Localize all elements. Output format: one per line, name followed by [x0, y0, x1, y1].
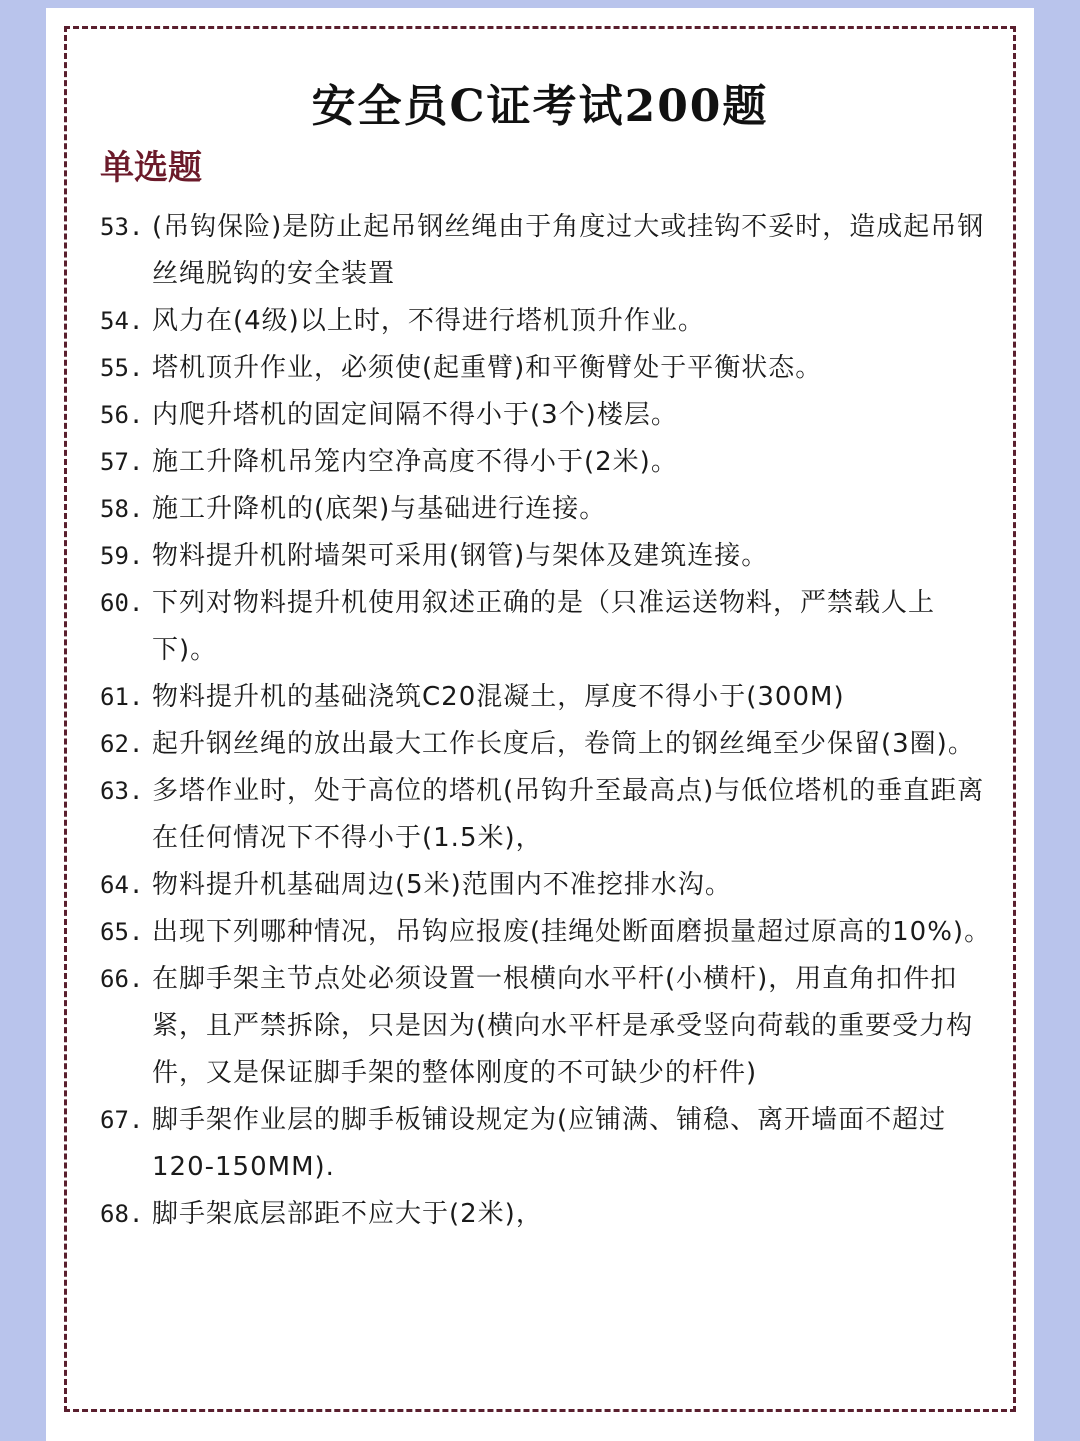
question-item — [100, 345, 1000, 392]
question-item — [100, 392, 1000, 439]
question-item — [100, 768, 1000, 862]
question-text: 施工升降机吊笼内空净高度不得小于(2米)。 — [152, 447, 678, 477]
top-border-band — [0, 0, 1080, 8]
question-text: 多塔作业时，处于高位的塔机(吊钩升至最高点)与低位塔机的垂直距离在任何情况下不得小于(1.5米)， — [152, 776, 985, 853]
question-item — [100, 580, 1000, 674]
question-item — [100, 956, 1000, 1097]
question-item — [100, 721, 1000, 768]
question-text: 风力在(4级)以上时，不得进行塔机顶升作业。 — [152, 306, 705, 336]
question-number: 54. — [100, 307, 144, 335]
question-list — [100, 204, 1000, 1238]
question-number: 67. — [100, 1106, 144, 1134]
question-number: 53. — [100, 213, 144, 241]
right-border-band — [1034, 0, 1080, 1441]
question-text: 塔机顶升作业，必须使(起重臂)和平衡臂处于平衡状态。 — [152, 353, 823, 383]
question-number: 68. — [100, 1200, 144, 1228]
question-number: 63. — [100, 777, 144, 805]
question-number: 66. — [100, 965, 144, 993]
question-text: 内爬升塔机的固定间隔不得小于(3个)楼层。 — [152, 400, 678, 430]
question-text: 施工升降机的(底架)与基础进行连接。 — [152, 494, 607, 524]
question-text: 脚手架作业层的脚手板铺设规定为(应铺满、铺稳、离开墙面不超过120-150MM). — [152, 1105, 947, 1182]
question-number: 59. — [100, 542, 144, 570]
question-number: 64. — [100, 871, 144, 899]
question-item — [100, 439, 1000, 486]
question-item — [100, 862, 1000, 909]
question-text: (吊钩保险)是防止起吊钢丝绳由于角度过大或挂钩不妥时，造成起吊钢丝绳脱钩的安全装置 — [152, 212, 985, 289]
section-title: 单选题 — [100, 148, 202, 188]
question-text: 物料提升机基础周边(5米)范围内不准挖排水沟。 — [152, 870, 732, 900]
question-text: 物料提升机的基础浇筑C20混凝土，厚度不得小于(300M) — [152, 682, 845, 712]
left-border-band — [0, 0, 46, 1441]
question-item — [100, 486, 1000, 533]
question-number: 56. — [100, 401, 144, 429]
question-item — [100, 909, 1000, 956]
question-number: 65. — [100, 918, 144, 946]
question-number: 60. — [100, 589, 144, 617]
question-text: 在脚手架主节点处必须设置一根横向水平杆(小横杆)，用直角扣件扣紧，且严禁拆除，只是因为(横向水平杆是承受竖向荷载的重要受力构件，又是保证脚手架的整体刚度的不可缺少的杆件) — [152, 964, 974, 1088]
question-item — [100, 1097, 1000, 1191]
question-text: 脚手架底层部距不应大于(2米)， — [152, 1199, 543, 1229]
question-number: 57. — [100, 448, 144, 476]
question-number: 62. — [100, 730, 144, 758]
question-item — [100, 298, 1000, 345]
question-text: 出现下列哪种情况，吊钩应报废(挂绳处断面磨损量超过原高的10%)。 — [152, 917, 992, 947]
question-number: 55. — [100, 354, 144, 382]
question-item — [100, 204, 1000, 298]
question-text: 起升钢丝绳的放出最大工作长度后，卷筒上的钢丝绳至少保留(3圈)。 — [152, 729, 975, 759]
question-item — [100, 674, 1000, 721]
question-number: 61. — [100, 683, 144, 711]
question-text: 下列对物料提升机使用叙述正确的是（只准运送物料，严禁载人上下)。 — [152, 588, 936, 665]
question-item — [100, 533, 1000, 580]
page-title: 安全员C证考试200题 — [311, 81, 769, 132]
question-number: 58. — [100, 495, 144, 523]
question-text: 物料提升机附墙架可采用(钢管)与架体及建筑连接。 — [152, 541, 769, 571]
question-item — [100, 1191, 1000, 1238]
